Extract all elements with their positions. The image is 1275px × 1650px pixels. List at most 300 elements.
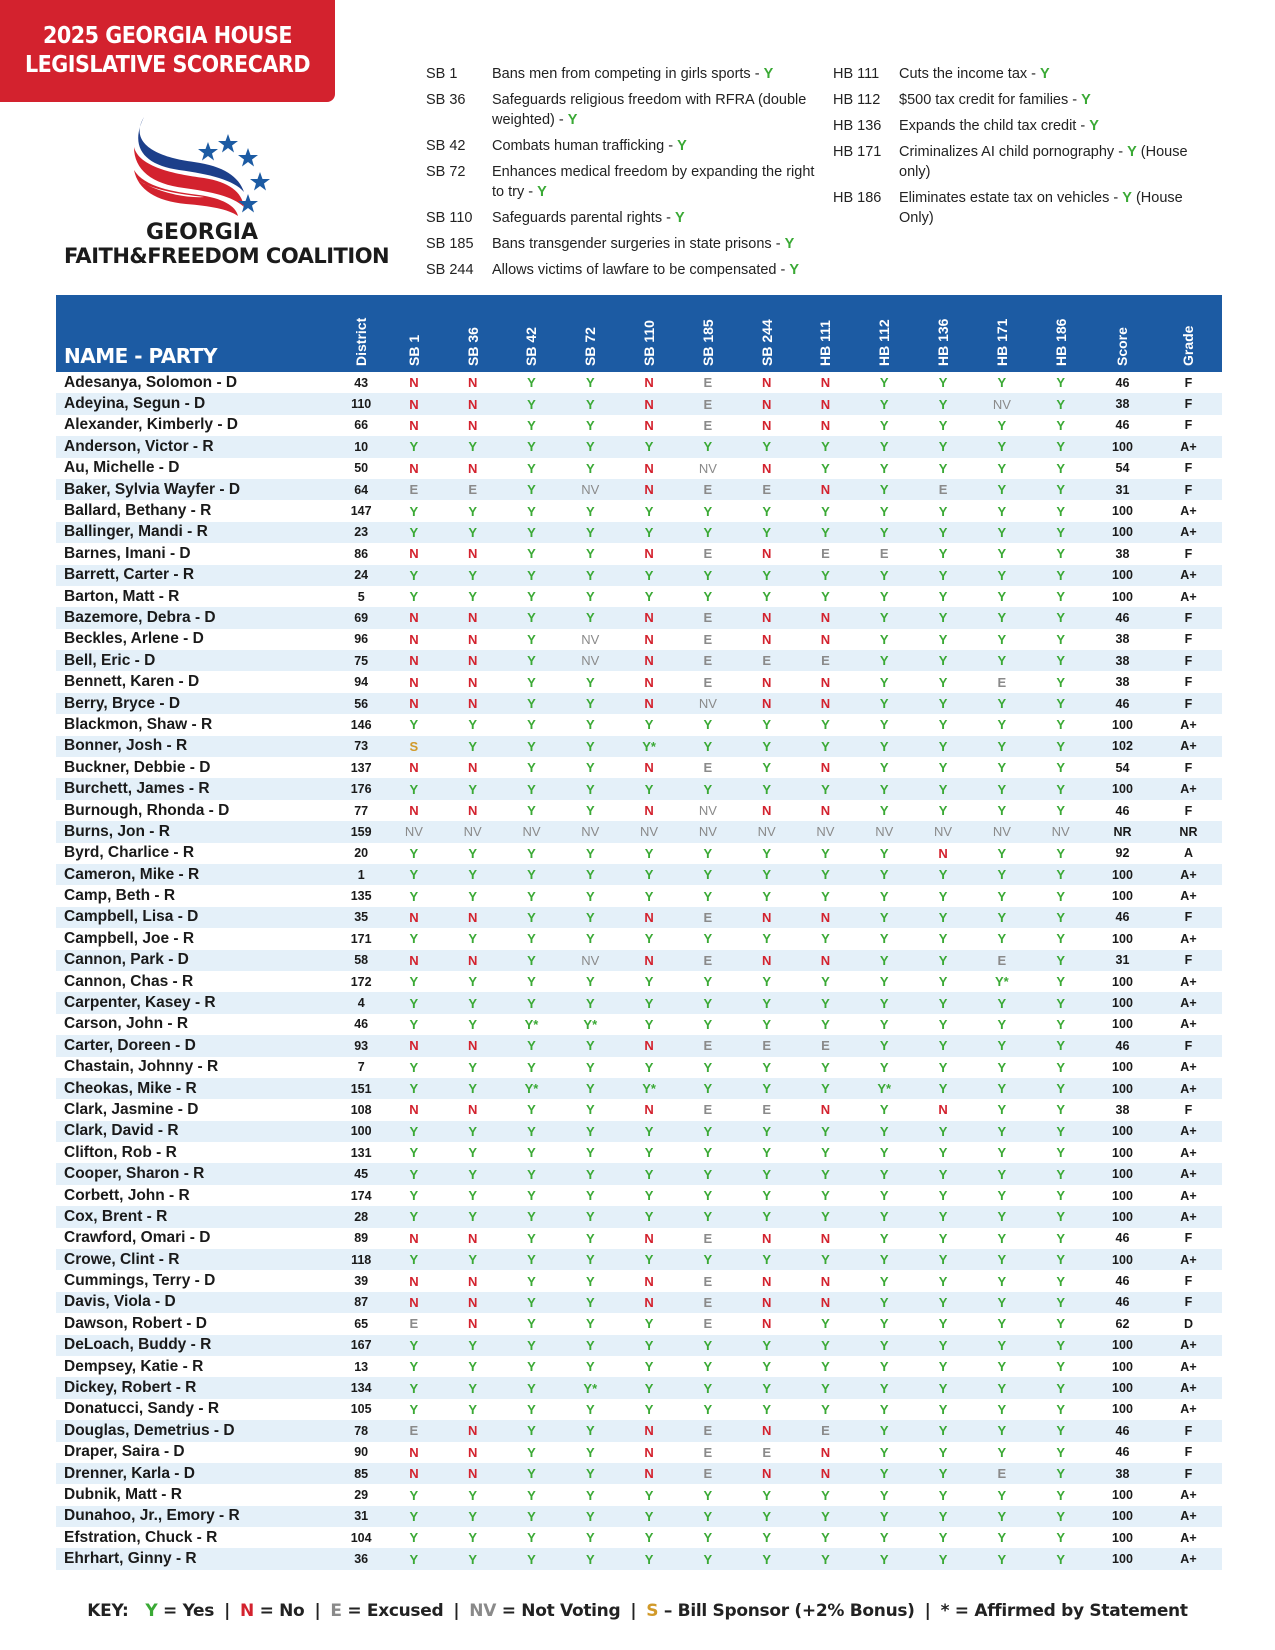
score-cell: 46: [1090, 693, 1155, 714]
vote-cell: Y: [762, 1188, 771, 1204]
column-header-label: Grade: [1180, 325, 1197, 366]
vote-cell: Y: [384, 1206, 443, 1227]
vote-cell: N: [443, 607, 502, 628]
vote-cell: Y: [1031, 736, 1090, 757]
vote-cell: E: [703, 1316, 713, 1332]
vote-cell: Y: [1056, 1230, 1065, 1246]
district-cell: 10: [338, 436, 385, 457]
vote-cell: N: [620, 393, 679, 414]
vote-cell: N: [409, 674, 419, 690]
vote-cell: Y: [796, 778, 855, 799]
vote-cell: Y: [620, 1377, 679, 1398]
legislator-name: DeLoach, Buddy - R: [56, 1335, 338, 1356]
vote-cell: NV: [972, 821, 1031, 842]
district-cell: 147: [350, 504, 372, 519]
vote-cell: Y: [737, 864, 796, 885]
score-cell: 54: [1115, 461, 1130, 476]
table-row: [56, 821, 1222, 842]
vote-cell: Y: [678, 1249, 737, 1270]
vote-cell: Y: [409, 717, 419, 733]
vote-cell: Y: [527, 717, 536, 733]
table-row: [56, 1506, 1222, 1527]
table-row: [56, 543, 1222, 564]
district-cell: 118: [338, 1249, 385, 1270]
legend-item: [833, 188, 1213, 228]
vote-cell: Y: [585, 845, 595, 861]
vote-cell: Y: [468, 931, 478, 947]
vote-cell: Y: [938, 803, 948, 818]
banner-title-line1: 2025 GEORGIA HOUSE: [42, 23, 293, 49]
vote-cell: Y: [796, 1078, 855, 1099]
score-cell: 38: [1115, 675, 1130, 690]
vote-cell: Y: [972, 992, 1031, 1013]
vote-cell: Y: [527, 845, 536, 861]
vote-cell: N: [796, 393, 855, 414]
vote-cell: E: [678, 650, 737, 671]
column-header-label: District: [353, 317, 370, 366]
column-header: [620, 295, 679, 372]
column-header: [1090, 295, 1155, 372]
vote-cell: Y: [409, 931, 419, 947]
legislator-name: Au, Michelle - D: [64, 459, 180, 477]
legend-item: [833, 64, 1213, 84]
legislator-name: Dubnik, Matt - R: [64, 1486, 182, 1503]
district-cell: 77: [354, 803, 369, 818]
score-cell: 100: [1112, 1017, 1133, 1032]
vote-cell: Y*: [561, 1377, 620, 1398]
vote-cell: Y: [938, 1401, 948, 1417]
vote-cell: NV: [581, 631, 600, 647]
vote-cell: Y: [796, 1206, 855, 1227]
vote-cell: Y: [468, 1401, 478, 1417]
column-header: [1031, 295, 1090, 372]
vote-cell: Y: [527, 503, 536, 519]
vote-cell: Y: [585, 974, 595, 990]
vote-cell: Y: [468, 845, 478, 861]
vote-cell: Y: [644, 1059, 654, 1075]
table-row: [56, 971, 1222, 992]
bill-description: [899, 116, 1213, 136]
vote-cell: N: [620, 479, 679, 500]
score-cell: 100: [1090, 992, 1155, 1013]
district-cell: 87: [338, 1292, 385, 1313]
vote-cell: Y: [796, 436, 855, 457]
vote-cell: Y: [737, 778, 796, 799]
vote-cell: Y: [1056, 1487, 1065, 1503]
vote-cell: N: [737, 1292, 796, 1313]
vote-cell: N: [467, 760, 478, 776]
vote-cell: Y: [1056, 1016, 1065, 1032]
table-row: [56, 1035, 1222, 1056]
district-cell: 56: [338, 693, 385, 714]
score-cell: 100: [1112, 717, 1133, 732]
vote-cell: Y: [997, 1102, 1007, 1118]
vote-cell: Y: [502, 864, 561, 885]
vote-cell: S: [384, 736, 443, 757]
vote-cell: Y: [585, 1444, 595, 1460]
vote-cell: Y: [997, 546, 1007, 562]
legislator-name: Crawford, Omari - D: [64, 1229, 211, 1247]
vote-cell: Y: [561, 992, 620, 1013]
vote-cell: NV: [443, 821, 502, 842]
vote-cell: Y: [914, 565, 973, 586]
district-cell: 24: [338, 565, 385, 586]
grade-cell: F: [1184, 375, 1193, 390]
legislator-name: Clifton, Rob - R: [64, 1143, 177, 1161]
vote-cell: Y: [561, 864, 620, 885]
legislator-name: Crowe, Clint - R: [56, 1249, 338, 1270]
vote-cell: Y: [409, 1487, 419, 1503]
table-row: [56, 843, 1222, 864]
vote-cell: E: [914, 479, 973, 500]
grade-cell: A+: [1155, 1548, 1222, 1569]
vote-cell: Y: [997, 589, 1007, 605]
table-row: [56, 1313, 1222, 1334]
vote-cell: N: [644, 460, 654, 476]
vote-cell: Y: [1031, 1078, 1090, 1099]
vote-cell: Y: [737, 1249, 796, 1270]
vote-cell: Y: [972, 1249, 1031, 1270]
score-cell: 38: [1090, 1463, 1155, 1484]
vote-cell: Y: [384, 1335, 443, 1356]
vote-cell: N: [467, 417, 478, 433]
vote-cell: Y: [762, 503, 771, 519]
vote-cell: N: [620, 950, 679, 971]
legislator-name: Bell, Eric - D: [56, 650, 338, 671]
legislator-name: Cheokas, Mike - R: [56, 1078, 338, 1099]
vote-cell: Y: [585, 1273, 595, 1289]
vote-cell: Y: [938, 417, 948, 433]
vote-cell: Y: [502, 436, 561, 457]
vote-cell: Y: [678, 1121, 737, 1142]
vote-cell: Y: [914, 1420, 973, 1441]
bill-note: (House only): [899, 144, 1188, 180]
score-cell: 100: [1112, 1402, 1133, 1417]
vote-cell: Y: [855, 1163, 914, 1184]
vote-cell: NV: [561, 650, 620, 671]
vote-cell: NV: [384, 821, 443, 842]
bill-description-text: Safeguards parental rights -: [492, 210, 675, 226]
vote-cell: Y: [644, 1487, 654, 1503]
table-row: [56, 458, 1222, 479]
vote-cell: Y: [1031, 522, 1090, 543]
vote-cell: N: [761, 417, 772, 433]
vote-cell: N: [467, 375, 478, 391]
vote-cell: Y: [1056, 417, 1065, 433]
vote-cell: Y*: [855, 1078, 914, 1099]
vote-cell: Y: [443, 565, 502, 586]
vote-cell: Y: [938, 375, 948, 391]
district-cell: 105: [350, 1402, 372, 1417]
vote-cell: Y: [678, 992, 737, 1013]
grade-cell: A+: [1180, 1488, 1197, 1502]
district-cell: 35: [338, 907, 385, 928]
legend-item: [426, 162, 826, 202]
vote-cell: Y: [972, 1335, 1031, 1356]
bill-code: HB 186: [833, 190, 882, 206]
vote-cell: Y: [502, 778, 561, 799]
key-symbol: E: [330, 1601, 342, 1621]
vote-cell: Y: [1031, 565, 1090, 586]
vote-cell: Y: [914, 1078, 973, 1099]
vote-cell: Y: [678, 1377, 737, 1398]
bill-description: [899, 188, 1213, 228]
vote-cell: Y: [1056, 845, 1065, 861]
vote-cell: Y: [1031, 436, 1090, 457]
grade-cell: A+: [1180, 1402, 1197, 1417]
grade-cell: A+: [1180, 1017, 1197, 1032]
vote-cell: Y: [879, 1059, 889, 1075]
vote-cell: Y: [737, 736, 796, 757]
vote-cell: E: [737, 1035, 796, 1056]
key-description: – Bill Sponsor (+2% Bonus): [663, 1601, 915, 1621]
vote-cell: Y: [855, 1463, 914, 1484]
grade-cell: A+: [1155, 778, 1222, 799]
column-header-label: SB 1: [405, 334, 422, 366]
vote-cell: N: [620, 693, 679, 714]
district-cell: 64: [338, 479, 385, 500]
vote-cell: Y: [997, 375, 1007, 391]
vote-cell: Y: [443, 522, 502, 543]
scorecard-table: [56, 295, 1222, 1570]
key-separator: |: [314, 1601, 321, 1621]
vote-cell: Y: [644, 1188, 654, 1204]
table-row: [56, 607, 1222, 628]
vote-cell: Y: [561, 393, 620, 414]
table-row: [56, 1484, 1222, 1505]
vote-cell: Y: [561, 693, 620, 714]
column-header: [972, 295, 1031, 372]
vote-cell: Y: [1031, 1377, 1090, 1398]
bill-legend-senate: [426, 64, 826, 286]
grade-cell: F: [1155, 1420, 1222, 1441]
vote-cell: Y: [1056, 1530, 1065, 1546]
legend-item: [426, 208, 826, 228]
vote-cell: Y: [914, 436, 973, 457]
vote-cell: N: [467, 631, 478, 647]
recommended-vote: Y: [1040, 66, 1050, 82]
table-row: [56, 1377, 1222, 1398]
table-row: [56, 671, 1222, 692]
score-cell: 100: [1112, 1188, 1133, 1203]
vote-cell: Y: [585, 1487, 595, 1503]
vote-cell: Y: [502, 607, 561, 628]
grade-cell: F: [1184, 418, 1193, 433]
vote-cell: Y: [527, 589, 536, 605]
vote-cell: N: [737, 607, 796, 628]
vote-cell: N: [467, 460, 478, 476]
vote-cell: Y: [879, 631, 889, 647]
legislator-name: Barnes, Imani - D: [64, 544, 191, 562]
key-symbol: *: [940, 1601, 950, 1621]
vote-cell: Y: [879, 931, 889, 947]
district-cell: 108: [350, 1102, 372, 1117]
score-cell: 46: [1090, 1035, 1155, 1056]
legislator-name: Clark, David - R: [56, 1121, 338, 1142]
score-cell: 38: [1090, 393, 1155, 414]
vote-cell: Y: [1056, 546, 1065, 562]
vote-cell: Y: [997, 1059, 1007, 1075]
vote-cell: E: [703, 760, 713, 776]
grade-cell: A+: [1155, 1335, 1222, 1356]
district-cell: 93: [338, 1035, 385, 1056]
bill-description: [492, 136, 826, 156]
vote-cell: Y: [1031, 1548, 1090, 1569]
legislator-name: Carson, John - R: [64, 1015, 189, 1033]
vote-cell: Y: [821, 1359, 830, 1375]
vote-cell: N: [796, 693, 855, 714]
score-cell: 100: [1090, 522, 1155, 543]
vote-cell: E: [737, 650, 796, 671]
vote-cell: Y: [855, 1420, 914, 1441]
key-separator: |: [453, 1601, 460, 1621]
vote-cell: Y: [502, 992, 561, 1013]
vote-cell: Y: [821, 1059, 830, 1075]
vote-cell: Y: [737, 1335, 796, 1356]
vote-cell: Y: [972, 565, 1031, 586]
vote-cell: Y: [1031, 479, 1090, 500]
district-cell: 28: [338, 1206, 385, 1227]
vote-cell: N: [384, 393, 443, 414]
vote-cell: Y: [620, 1548, 679, 1569]
vote-cell: Y: [855, 1292, 914, 1313]
vote-cell: Y: [821, 460, 830, 476]
vote-cell: Y: [972, 864, 1031, 885]
legislator-name: Cannon, Chas - R: [64, 972, 194, 990]
vote-cell: Y: [1031, 950, 1090, 971]
vote-cell: Y: [821, 1016, 830, 1032]
table-row: [56, 757, 1222, 778]
vote-cell: Y: [468, 1016, 478, 1032]
vote-cell: Y: [502, 950, 561, 971]
vote-cell: N: [384, 1035, 443, 1056]
table-row: [56, 586, 1222, 607]
vote-cell: Y: [644, 1316, 654, 1332]
grade-cell: F: [1155, 1035, 1222, 1056]
vote-cell: N: [443, 1463, 502, 1484]
vote-cell: E: [678, 1463, 737, 1484]
key-separator: |: [224, 1601, 230, 1621]
vote-cell: Y: [796, 736, 855, 757]
score-cell: 62: [1115, 1316, 1130, 1331]
vote-cell: Y: [384, 1377, 443, 1398]
vote-cell: Y: [443, 1335, 502, 1356]
grade-cell: F: [1155, 693, 1222, 714]
vote-cell: Y: [561, 1548, 620, 1569]
vote-cell: Y: [914, 1335, 973, 1356]
column-header-label: HB 112: [876, 319, 893, 366]
vote-cell: N: [467, 546, 478, 562]
vote-cell: Y: [468, 589, 478, 605]
vote-cell: Y: [737, 1163, 796, 1184]
vote-cell: Y: [384, 864, 443, 885]
vote-cell: Y: [879, 803, 889, 818]
vote-cell: Y: [737, 565, 796, 586]
legislator-name: Blackmon, Shaw - R: [64, 715, 213, 733]
district-cell: 146: [350, 717, 372, 732]
vote-cell: N: [384, 693, 443, 714]
legislator-name: Barrett, Carter - R: [56, 565, 338, 586]
bill-description-text: Allows victims of lawfare to be compensated -: [492, 262, 790, 278]
bill-code: HB 112: [833, 92, 881, 108]
vote-cell: Y: [527, 803, 536, 818]
bill-description: [492, 260, 826, 280]
score-cell: 100: [1090, 1121, 1155, 1142]
legislator-name: Ballinger, Mandi - R: [56, 522, 338, 543]
vote-cell: E: [384, 1420, 443, 1441]
vote-cell: Y: [855, 1506, 914, 1527]
score-cell: 100: [1090, 778, 1155, 799]
vote-cell: Y: [620, 1121, 679, 1142]
vote-cell: Y: [468, 1359, 478, 1375]
vote-cell: Y: [737, 1121, 796, 1142]
vote-cell: N: [443, 1292, 502, 1313]
vote-cell: N: [737, 693, 796, 714]
vote-cell: N: [820, 674, 831, 690]
vote-cell: Y: [678, 1206, 737, 1227]
score-cell: NR: [1090, 821, 1155, 842]
district-cell: 29: [354, 1488, 369, 1502]
vote-cell: Y: [703, 1145, 713, 1161]
vote-cell: Y: [678, 1506, 737, 1527]
vote-cell: Y: [384, 992, 443, 1013]
vote-cell: NV: [737, 821, 796, 842]
vote-cell: N: [443, 650, 502, 671]
recommended-vote: Y: [763, 66, 774, 82]
vote-cell: Y: [1056, 1444, 1065, 1460]
grade-cell: F: [1184, 1274, 1193, 1289]
key-label: KEY:: [87, 1601, 129, 1621]
vote-cell: Y: [879, 1487, 889, 1503]
bill-code: SB 72: [426, 164, 466, 180]
grade-cell: F: [1155, 1292, 1222, 1313]
bill-description-text: Eliminates estate tax on vehicles -: [899, 190, 1123, 206]
table-row: [56, 907, 1222, 928]
vote-cell: Y: [1056, 589, 1065, 605]
vote-cell: Y: [762, 974, 771, 990]
table-row: [56, 950, 1222, 971]
vote-cell: N: [761, 1230, 772, 1246]
vote-cell: N: [443, 393, 502, 414]
vote-cell: Y: [997, 460, 1007, 476]
vote-cell: Y: [1056, 803, 1065, 818]
grade-cell: A+: [1180, 974, 1197, 989]
vote-cell: Y: [409, 1359, 419, 1375]
vote-cell: Y: [527, 888, 536, 904]
vote-cell: Y: [585, 717, 595, 733]
key-description: = Not Voting: [501, 1601, 621, 1621]
district-cell: 89: [354, 1231, 369, 1246]
district-cell: 1: [338, 864, 385, 885]
vote-cell: Y: [1031, 907, 1090, 928]
vote-cell: Y: [585, 1102, 595, 1118]
vote-cell: Y: [585, 803, 595, 818]
vote-cell: Y: [1056, 717, 1065, 733]
legislator-name: Campbell, Joe - R: [64, 929, 195, 947]
vote-cell: Y: [821, 931, 830, 947]
vote-cell: Y: [762, 717, 771, 733]
score-cell: 100: [1112, 974, 1133, 989]
vote-cell: Y: [879, 1102, 889, 1118]
vote-cell: Y: [384, 522, 443, 543]
vote-cell: Y: [1031, 864, 1090, 885]
vote-cell: Y: [855, 1377, 914, 1398]
vote-cell: Y: [972, 778, 1031, 799]
grade-cell: F: [1184, 461, 1193, 476]
vote-cell: Y: [620, 436, 679, 457]
vote-cell: Y: [762, 1016, 771, 1032]
vote-key: [0, 1601, 1275, 1621]
